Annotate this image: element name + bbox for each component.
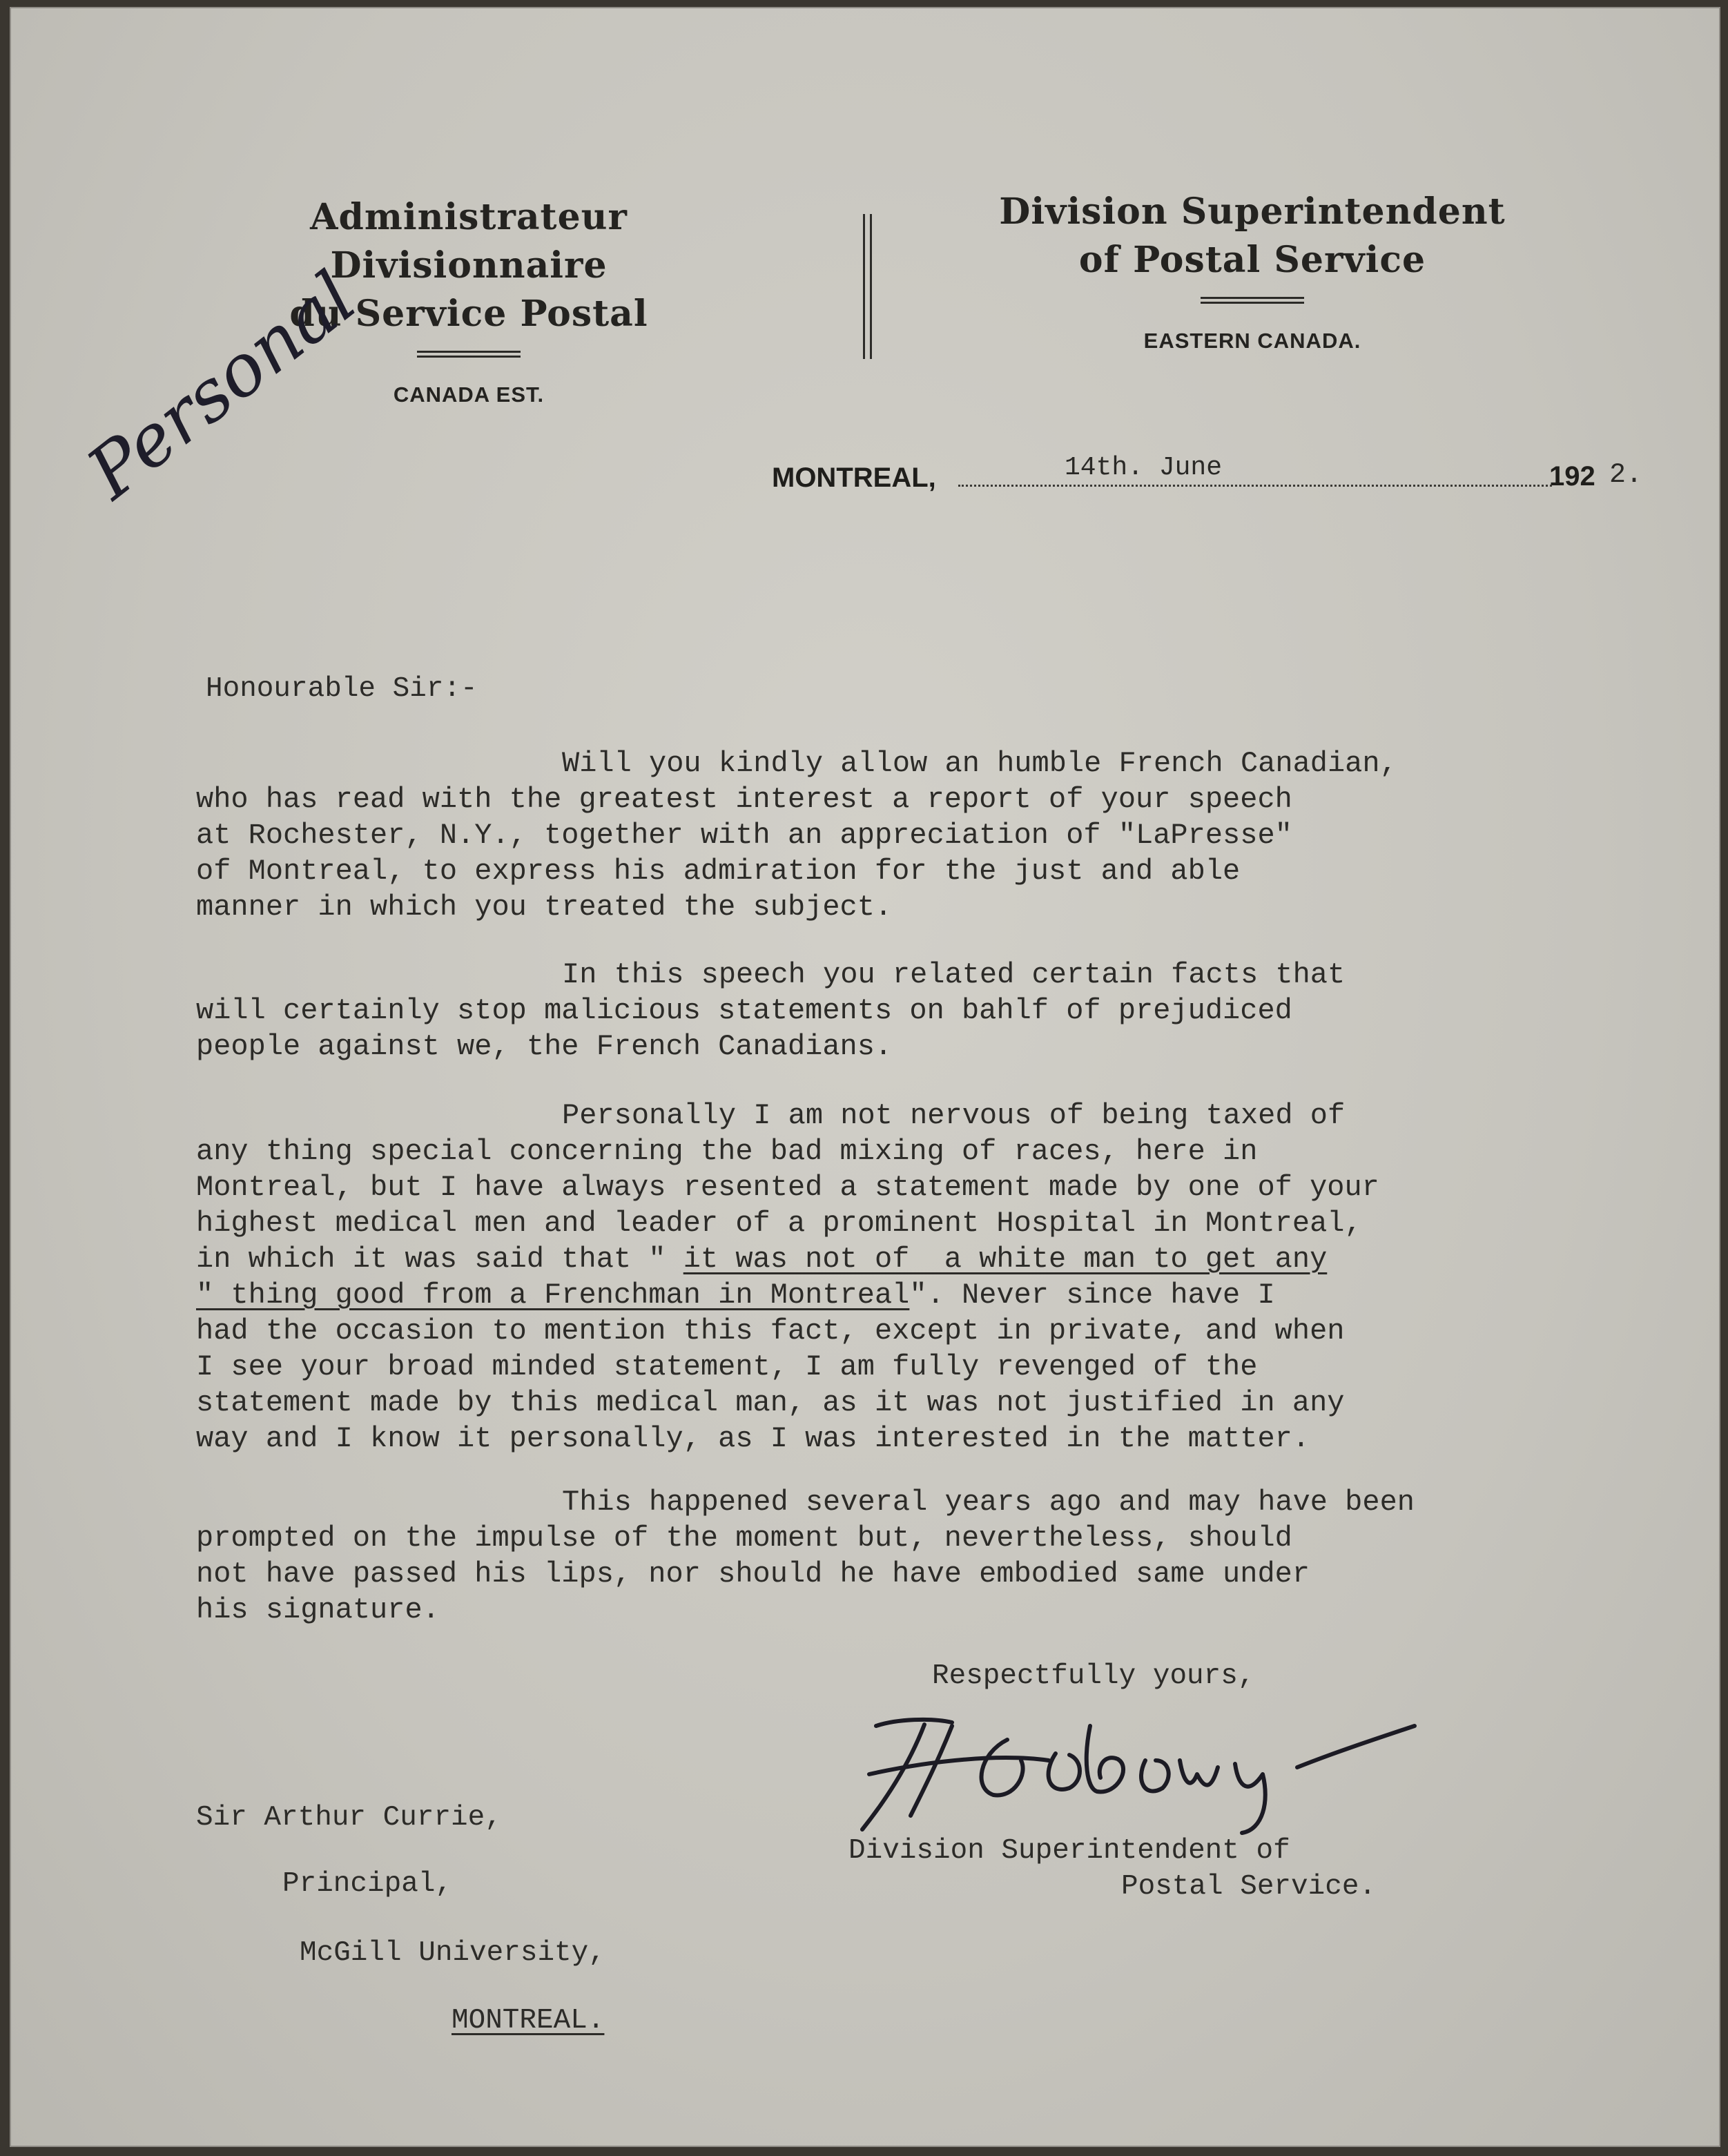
paragraph-3 <box>196 1098 1379 1457</box>
paragraph-line: statement made by this medical man, as it was not justified in any <box>196 1386 1345 1419</box>
letterhead-french-line1: Administrateur Divisionnaire <box>310 196 628 287</box>
dateline-year-prefix: 192 <box>1549 461 1595 492</box>
paragraph-line: any thing special concerning the bad mixing of races, here in <box>196 1135 1258 1168</box>
paragraph-line: will certainly stop malicious statements on bahlf of prejudiced <box>196 994 1292 1027</box>
paragraph-line: manner in which you treated the subject. <box>196 891 893 924</box>
letterhead-french-line2: du Service Postal <box>289 293 648 335</box>
dateline-date: 14th. June <box>1065 453 1223 483</box>
signature-title-line1: Division Superintendent of <box>848 1835 1290 1867</box>
letterhead-english-region: EASTERN CANADA. <box>1143 329 1361 353</box>
underlined-quote: it was not of a white man to get any <box>683 1243 1328 1276</box>
paragraph-line: prompted on the impulse of the moment but, nevertheless, should <box>196 1522 1292 1555</box>
handwritten-signature <box>848 1712 1497 1836</box>
paragraph-line: Montreal, but I have always resented a statement made by one of your <box>196 1171 1379 1204</box>
dateline-year-digit: 2. <box>1609 460 1643 491</box>
paragraph-line: Personally I am not nervous of being taxed of <box>562 1099 1346 1132</box>
addressee-name: Sir Arthur Currie, <box>196 1802 502 1834</box>
letter-page <box>10 7 1720 2147</box>
dateline-dotted-line <box>958 485 1552 487</box>
paragraph-line: not have passed his lips, nor should he have embodied same under <box>196 1557 1310 1591</box>
closing: Respectfully yours, <box>932 1660 1255 1692</box>
salutation: Honourable Sir:- <box>206 673 478 705</box>
letterhead-english <box>955 188 1549 353</box>
addressee-city: MONTREAL. <box>452 2005 605 2037</box>
paragraph-line: who has read with the greatest interest a report of your speech <box>196 783 1292 816</box>
handwritten-personal-note: Personal <box>72 255 371 516</box>
letterhead-french-rule <box>417 351 521 358</box>
paragraph-line: at Rochester, N.Y., together with an appreciation of "LaPresse" <box>196 819 1292 852</box>
paragraph-line: In this speech you related certain facts that <box>562 958 1346 991</box>
signature-title-line2: Postal Service. <box>1121 1871 1377 1903</box>
letterhead-french-region: CANADA EST. <box>393 382 545 407</box>
dateline-place: MONTREAL, <box>772 463 936 493</box>
letterhead-english-line2: of Postal Service <box>1078 239 1426 281</box>
paragraph-line: his signature. <box>196 1593 440 1626</box>
paragraph-4 <box>196 1484 1415 1628</box>
letterhead-english-line1: Division Superintendent <box>999 191 1506 233</box>
paragraph-line: people against we, the French Canadians. <box>196 1030 893 1063</box>
underlined-quote: " thing good from a Frenchman in Montreal <box>196 1279 910 1312</box>
paragraph-2 <box>196 957 1345 1065</box>
paragraph-line: I see your broad minded statement, I am fully revenged of the <box>196 1350 1258 1383</box>
paragraph-line: This happened several years ago and may have been <box>562 1486 1415 1519</box>
paragraph-line: way and I know it personally, as I was interested in the matter. <box>196 1422 1310 1455</box>
letterhead-divider <box>863 214 874 359</box>
paragraph-line: highest medical men and leader of a prominent Hospital in Montreal, <box>196 1207 1362 1240</box>
addressee-title: Principal, <box>282 1868 453 1900</box>
paragraph-line: ". Never since have I <box>909 1279 1275 1312</box>
paragraph-line: of Montreal, to express his admiration for the just and able <box>196 855 1241 888</box>
paragraph-line: in which it was said that " <box>196 1243 683 1276</box>
signature-title <box>848 1833 1376 1905</box>
dateline <box>772 453 1643 497</box>
letterhead-english-rule <box>1201 297 1304 304</box>
paragraph-1 <box>196 746 1397 925</box>
paragraph-line: Will you kindly allow an humble French Canadian, <box>562 747 1397 780</box>
paragraph-line: had the occasion to mention this fact, except in private, and when <box>196 1314 1345 1348</box>
addressee-institution: McGill University, <box>300 1937 605 1969</box>
